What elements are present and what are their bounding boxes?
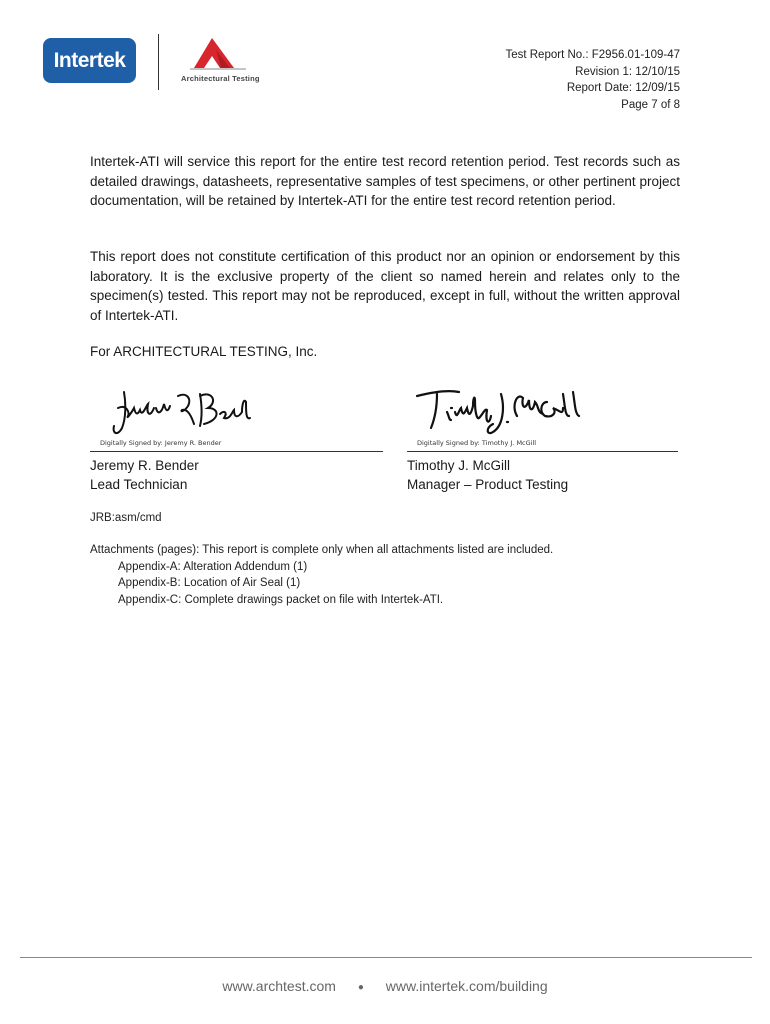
logo-divider [158, 34, 159, 90]
attachments-intro: Attachments (pages): This report is complete only when all attachments listed are included. [90, 544, 554, 556]
footer [0, 978, 770, 994]
signer-title: Lead Technician [90, 477, 188, 492]
signature-caption: Digitally Signed by: Jeremy R. Bender [100, 439, 222, 447]
report-number: Test Report No.: F2956.01-109-47 [505, 49, 680, 61]
typist-initials: JRB:asm/cmd [90, 512, 162, 524]
for-line: For ARCHITECTURAL TESTING, Inc. [90, 344, 318, 359]
signature-line [90, 451, 383, 452]
intertek-logo-text: Intertek [53, 48, 126, 72]
footer-link-intertek[interactable]: www.intertek.com/building [385, 978, 548, 994]
signature-image-bender [90, 380, 383, 447]
signer-title: Manager – Product Testing [407, 477, 569, 492]
appendix-item: Appendix-B: Location of Air Seal (1) [118, 577, 301, 589]
signer-name: Jeremy R. Bender [90, 458, 199, 473]
page-number: Page 7 of 8 [621, 98, 680, 111]
appendix-item: Appendix-C: Complete drawings packet on file with Intertek-ATI. [118, 593, 444, 606]
signature-line [407, 451, 678, 452]
paragraph-retention: Intertek-ATI will service this report for the entire test record retention period. Test records such as detailed drawings, datasheets, representative samples of test specimens, or other pertinent project documentation, will be retained by Intertek-ATI for the entire test record retention period. [90, 154, 680, 208]
handwritten-signature-icon [413, 382, 583, 444]
signature-caption: Digitally Signed by: Timothy J. McGill [417, 439, 537, 447]
intertek-logo [43, 38, 136, 83]
report-date: Report Date: 12/09/15 [566, 82, 680, 94]
architectural-testing-logo [178, 36, 278, 86]
paragraph-disclaimer: This report does not constitute certification of this product nor an opinion or endorsement by this laboratory. It is the exclusive property of the client so named herein and relates only to the specimen(s) tested. This report may not be reproduced, except in full, without the written approval of Intertek-ATI. [90, 249, 680, 323]
footer-link-archtest[interactable]: www.archtest.com [222, 978, 336, 994]
signature-image-mcgill [407, 380, 678, 447]
handwritten-signature-icon [96, 382, 256, 444]
signer-name: Timothy J. McGill [407, 458, 511, 473]
signature-block-right [407, 380, 678, 492]
report-header-info [505, 47, 680, 113]
revision: Revision 1: 12/10/15 [575, 65, 680, 78]
signature-block-left [90, 380, 383, 492]
appendix-item: Appendix-A: Alteration Addendum (1) [118, 560, 308, 573]
footer-divider [20, 957, 752, 958]
attachments-section [90, 542, 553, 608]
ati-logo-text: Architectural Testing [181, 74, 260, 83]
bullet-separator-icon: ● [357, 981, 364, 993]
ati-triangle-icon [190, 36, 250, 72]
